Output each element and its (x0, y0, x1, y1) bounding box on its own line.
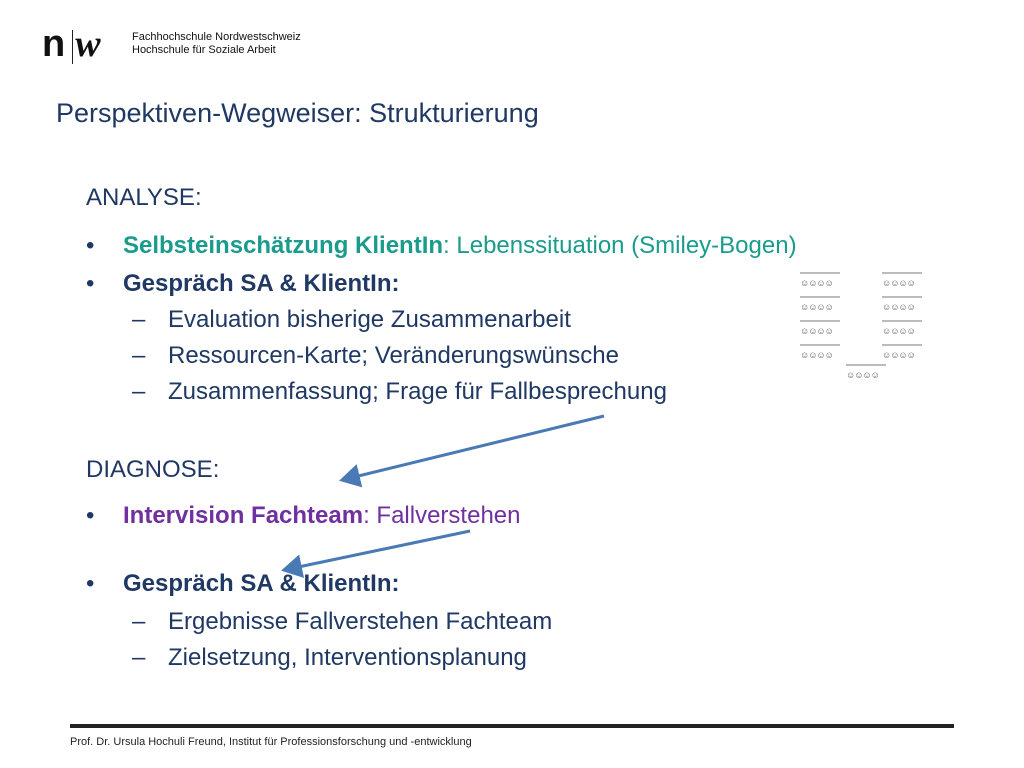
smiley-faces-icon: ☺☺☺☺ (800, 278, 833, 288)
smiley-faces-icon: ☺☺☺☺ (846, 370, 879, 380)
footer-text: Prof. Dr. Ursula Hochuli Freund, Institut für Professionsforschung und -entwicklung (70, 736, 472, 748)
slide-title: Perspektiven-Wegweiser: Strukturierung (56, 98, 539, 128)
logo-line-1: Fachhochschule Nordwestschweiz (132, 31, 301, 43)
dash-marker: – (132, 608, 146, 635)
smiley-faces-icon: ☺☺☺☺ (882, 278, 915, 288)
sub-text: Zielsetzung, Interventionsplanung (168, 644, 527, 671)
bullet-marker: • (86, 232, 95, 259)
logo-line-2: Hochschule für Soziale Arbeit (132, 44, 276, 56)
sub-text: Ergebnisse Fallverstehen Fachteam (168, 608, 553, 635)
dash-marker: – (132, 342, 146, 369)
dash-marker: – (132, 306, 146, 333)
logo-mark: n w (42, 23, 101, 65)
sub-text: Zusammenfassung; Frage für Fallbesprechung (168, 378, 667, 405)
bullet-marker: • (86, 502, 95, 529)
diagnose-heading: DIAGNOSE: (86, 456, 220, 483)
smiley-faces-icon: ☺☺☺☺ (882, 350, 915, 360)
bullet-bold-text: Gespräch SA & KlientIn: (123, 270, 400, 297)
bullet-bold-text: Selbsteinschätzung KlientIn (123, 232, 444, 259)
dash-marker: – (132, 378, 146, 405)
smiley-faces-icon: ☺☺☺☺ (800, 302, 833, 312)
smiley-faces-icon: ☺☺☺☺ (882, 302, 915, 312)
footer-divider (70, 724, 954, 728)
analyse-heading: ANALYSE: (86, 184, 202, 211)
dash-marker: – (132, 644, 146, 671)
sub-text: Evaluation bisherige Zusammenarbeit (168, 306, 571, 333)
smiley-faces-icon: ☺☺☺☺ (800, 350, 833, 360)
bullet-text: : Fallverstehen (363, 502, 521, 529)
arrow-intervision-to-gespraech (284, 531, 470, 570)
bullet-marker: • (86, 270, 95, 297)
smiley-faces-icon: ☺☺☺☺ (800, 326, 833, 336)
bullet-text: : Lebenssituation (Smiley-Bogen) (443, 232, 797, 259)
bullet-marker: • (86, 570, 95, 597)
bullet-bold-text: Intervision Fachteam (123, 502, 364, 529)
sub-text: Ressourcen-Karte; Veränderungswünsche (168, 342, 619, 369)
smiley-faces-icon: ☺☺☺☺ (882, 326, 915, 336)
arrow-analyse-to-diagnose (342, 416, 604, 480)
bullet-bold-text: Gespräch SA & KlientIn: (123, 570, 400, 597)
